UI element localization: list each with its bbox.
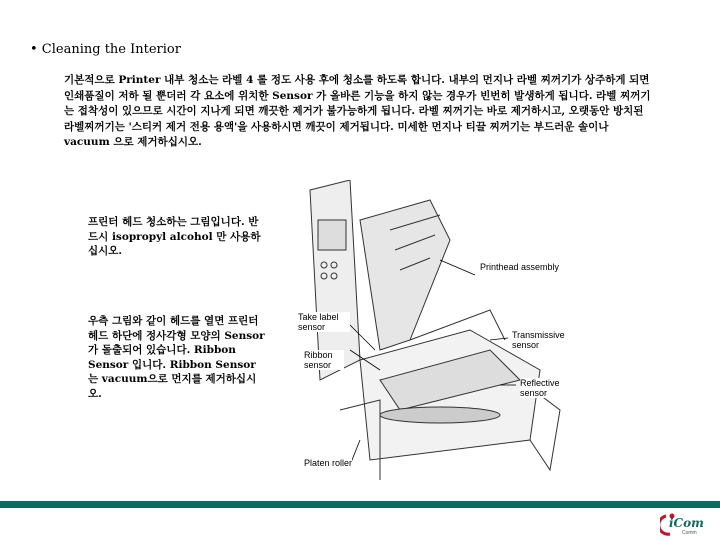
section-title: • Cleaning the Interior (30, 42, 181, 57)
label-take-label-sensor: Take label sensor (298, 312, 350, 332)
label-platen-roller: Platen roller (304, 458, 353, 468)
printhead-cleaning-note: 프린터 헤드 청소하는 그림입니다. 반드시 isopropyl alcohol 만 사용하십시오. (88, 216, 261, 257)
cleaning-paragraph: 기본적으로 Printer 내부 청소는 라벨 4 롤 정도 사용 후에 청소를 하도록 합니다. 내부의 먼지나 라벨 찌꺼기가 상주하게 되면 인쇄품질이 저하 될 뿐더러 각 요소에 위치한 Sensor 가 올바른 기능을 하지 않는 경우가 빈번히 발생하게 됩니다. 라벨 찌꺼기는 접착성이 있으므로 시간이 지나게 되면 깨끗한 제거가 불가능하게 됩니다. 라벨 찌꺼기는 바로 제거하시고, 오랫동안 방치된 라벨찌꺼기는 '스티커 제거 전용 용액'을 사용하시면 깨끗이 제거됩니다. 미세한 먼지나 티끌 찌꺼기는 부드러운 솔이나 vacuum 으로 제거하십시오. (64, 74, 651, 148)
label-printhead-assembly: Printhead assembly (480, 262, 560, 272)
svg-text:iCom: iCom (669, 516, 704, 530)
logo-icon (660, 512, 714, 536)
label-ribbon-sensor: Ribbon sensor (304, 350, 344, 370)
label-reflective-sensor: Reflective sensor (520, 378, 575, 398)
svg-text:Comm: Comm (682, 530, 697, 536)
printer-interior-diagram (290, 180, 590, 480)
footer-bar (0, 501, 720, 508)
ribbon-sensor-note: 우측 그림와 같이 헤드를 열면 프린터 헤드 하단에 정사각형 모양의 Sensor가 돌출되어 있습니다. Ribbon Sensor 입니다. Ribbon Sensor 는 vacuum으로 먼지를 제거하십시오. (88, 315, 265, 400)
label-transmissive-sensor: Transmissive sensor (512, 330, 572, 350)
icom-logo (660, 512, 714, 536)
